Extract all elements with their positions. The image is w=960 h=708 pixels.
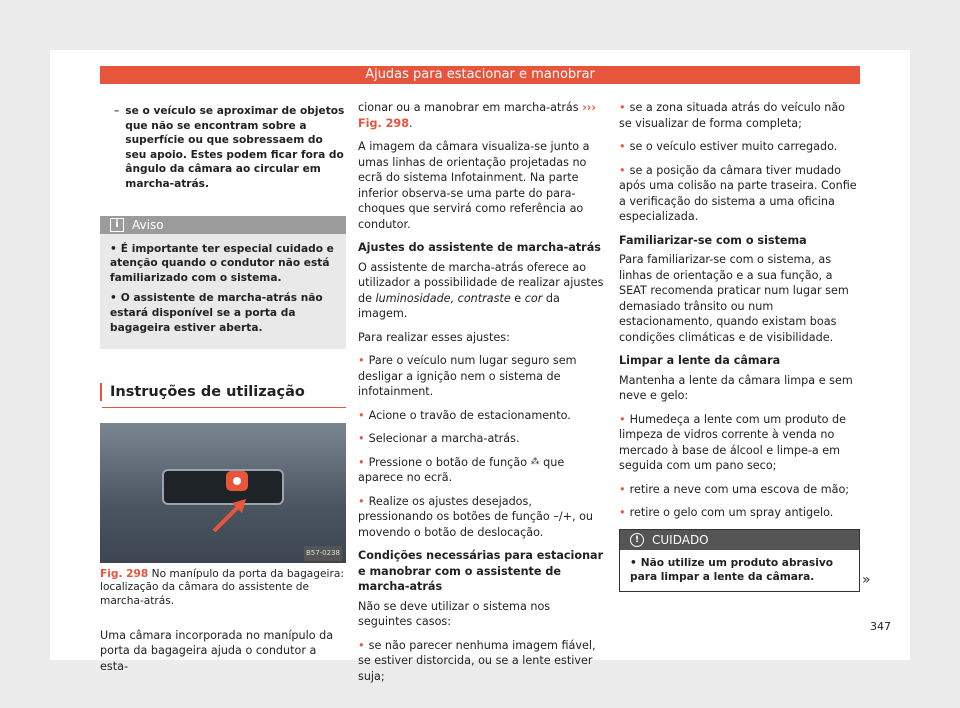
list-item-text: Pressione o botão de função <box>368 455 531 469</box>
bullet-icon: • <box>358 354 365 367</box>
cuidado-item-text: Não utilize um produto abrasivo para limpar a lente da câmara. <box>630 556 834 584</box>
warning-icon: ! <box>630 533 644 547</box>
bullet-icon: • <box>619 506 626 519</box>
list-item <box>619 482 860 498</box>
list-item <box>358 408 604 424</box>
paragraph <box>358 260 604 322</box>
list-item-text: se a zona situada atrás do veículo não se visualizar de forma completa; <box>619 101 846 130</box>
bullet-icon: • <box>358 408 365 422</box>
column-1 <box>100 104 346 682</box>
italic-text: luminosidade, contraste <box>375 291 511 305</box>
italic-text: cor <box>524 291 543 305</box>
list-item-text: Selecionar a marcha-atrás. <box>368 432 520 445</box>
list-item <box>358 455 604 486</box>
bullet-icon: • <box>358 432 365 445</box>
bullet-icon: • <box>619 101 626 114</box>
figure-caption <box>100 568 346 608</box>
aviso-item <box>110 291 336 335</box>
section-title: Instruções de utilização <box>100 383 346 401</box>
figure-trunk-handle <box>100 423 346 563</box>
figure-caption-text: No manípulo da porta da bagageira: localização da câmara do assistente de marcha-atrás. <box>100 568 344 607</box>
aviso-item <box>110 242 336 286</box>
list-item <box>358 431 604 447</box>
list-item <box>358 638 604 685</box>
list-item <box>358 353 604 400</box>
figure-label: Fig. 298 <box>100 568 149 581</box>
continue-mark: » <box>862 572 871 588</box>
subheading: Condições necessárias para estacionar e manobrar com o assistente de marcha-atrás <box>358 549 604 594</box>
cuidado-title: CUIDADO <box>652 532 709 547</box>
page-number: 347 <box>870 620 891 633</box>
aviso-box <box>100 216 346 350</box>
bullet-icon: • <box>358 638 365 652</box>
list-item-text: retire o gelo com um spray antigelo. <box>629 506 834 519</box>
list-item-text: Pare o veículo num lugar seguro sem desligar a ignição nem o sistema de infotainment. <box>358 354 577 398</box>
list-item <box>619 505 860 521</box>
bullet-icon: • <box>619 163 626 177</box>
bullet-icon: • <box>619 412 626 426</box>
list-item <box>619 163 860 225</box>
list-item-text: se não parecer nenhuma imagem fiável, se estiver distorcida, ou se a lente estiver suja; <box>358 638 596 683</box>
list-item-text: retire a neve com uma escova de mão; <box>629 482 850 496</box>
dash-item-text: se o veículo se aproximar de objetos que não se encontram sobre a superfície ou que sobressaem do seu apoio. Estes podem ficar fora do ângulo da câmara ao circular em marcha-atrás. <box>125 105 345 190</box>
info-icon: i <box>110 218 124 232</box>
paragraph <box>358 100 604 131</box>
paragraph-text: cionar ou a manobrar em marcha-atrás <box>358 101 579 114</box>
page-header: Ajudas para estacionar e manobrar <box>100 66 860 84</box>
paragraph: Mantenha a lente da câmara limpa e sem neve e gelo: <box>619 373 853 402</box>
bullet-icon: • <box>110 242 117 255</box>
list-item <box>358 494 604 541</box>
list-item-text: Humedeça a lente com um produto de limpeza de vidros corrente à venda no mercado à base de álcool e limpe-a em seguida com um pano seco; <box>619 412 847 472</box>
cuidado-header <box>620 530 859 550</box>
figure-reference-link[interactable]: ››› Fig. 298 <box>358 101 597 130</box>
bullet-icon: • <box>358 494 365 508</box>
aviso-item-text: O assistente de marcha-atrás não estará disponível se a porta da bagageira estiver aberta. <box>110 292 323 334</box>
list-item-text: Realize os ajustes desejados, pressionando os botões de função –/+, ou movendo o botão de deslocação. <box>358 494 594 539</box>
subheading: Limpar a lente da câmara <box>619 354 781 367</box>
paragraph-text: e <box>510 291 525 305</box>
column-2 <box>358 100 604 692</box>
list-item <box>619 100 860 131</box>
dash-item <box>100 104 346 192</box>
paragraph: A imagem da câmara visualiza-se junto a umas linhas de orientação projetadas no ecrã do sistema Infotainment. Na parte inferior observa-se uma parte do para-choques que servirá como referência ao condutor. <box>358 140 590 231</box>
dash-marker: – <box>114 105 120 117</box>
subheading: Ajustes do assistente de marcha-atrás <box>358 241 601 254</box>
arrow-icon <box>210 495 250 535</box>
paragraph-text: da imagem. <box>358 291 560 320</box>
paragraph-end: . <box>408 116 413 130</box>
aviso-item-text: É importante ter especial cuidado e atenção quando o condutor não está familiarizado com o sistema. <box>110 242 334 284</box>
cuidado-body <box>620 550 859 591</box>
bullet-icon: • <box>358 455 365 469</box>
subheading: Familiarizar-se com o sistema <box>619 233 807 247</box>
bullet-icon: • <box>619 140 626 153</box>
list-item-text: Acione o travão de estacionamento. <box>368 408 571 422</box>
paragraph-text: O assistente de marcha-atrás oferece ao utilizador a possibilidade de realizar ajustes de <box>358 260 604 305</box>
cuidado-box <box>619 529 860 592</box>
paragraph: Para realizar esses ajustes: <box>358 330 510 344</box>
settings-icon: ⁂ <box>530 456 540 467</box>
paragraph: Não se deve utilizar o sistema nos seguintes casos: <box>358 599 551 629</box>
bullet-icon: • <box>110 292 117 305</box>
list-item-text: se a posição da câmara tiver mudado após uma colisão na parte traseira. Confie a verificação do sistema a uma oficina especializada. <box>619 163 857 223</box>
paragraph: Uma câmara incorporada no manípulo da porta da bagageira ajuda o condutor a esta- <box>100 628 334 673</box>
list-item-text: se o veículo estiver muito carregado. <box>629 140 838 153</box>
list-item <box>619 139 860 155</box>
bullet-icon: • <box>619 482 626 496</box>
aviso-title: Aviso <box>132 217 164 232</box>
figure-code: B57-0238 <box>304 546 342 562</box>
list-item <box>619 412 860 474</box>
bullet-icon: • <box>630 556 637 569</box>
column-3 <box>619 100 860 592</box>
aviso-header <box>100 216 346 234</box>
list-item-text: que aparece no ecrã. <box>358 455 565 485</box>
paragraph: Para familiarizar-se com o sistema, as linhas de orientação e a sua função, a SEAT recomenda praticar num lugar sem demasiado trânsito ou num estacionamento, quando existam boas condições climáticas e de visibilidade. <box>619 253 849 344</box>
